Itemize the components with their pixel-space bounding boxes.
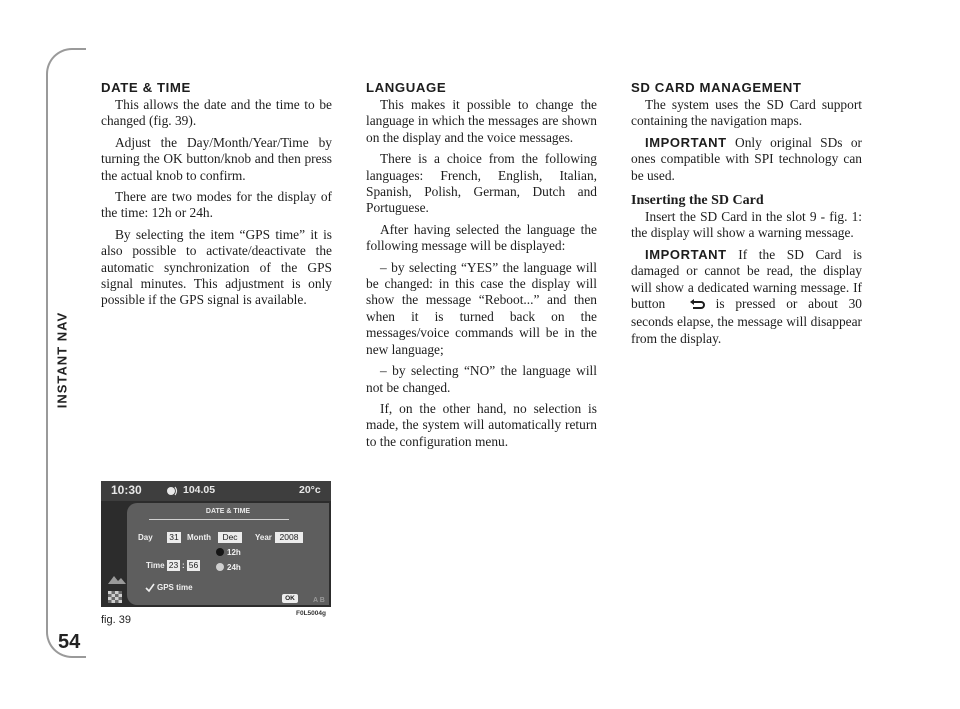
date-time-column xyxy=(101,80,332,314)
section-label: INSTANT NAV xyxy=(54,311,70,409)
paragraph: There is a choice from the following languages: French, English, Italian, Spanish, Polish, German, Dutch and Portuguese. xyxy=(366,151,597,216)
sd-card-heading: SD CARD MANAGEMENT xyxy=(631,80,802,95)
minute-value[interactable]: 56 xyxy=(188,560,199,570)
outside-temperature: 20°c xyxy=(299,484,321,496)
paragraph: Adjust the Day/Month/Year/Time by turning the OK button/knob and then press the actual knob to confirm. xyxy=(101,134,332,183)
year-label: Year xyxy=(255,533,272,542)
mode-24h-label: 24h xyxy=(227,563,241,572)
hour-value[interactable]: 23 xyxy=(168,560,179,570)
language-column xyxy=(366,80,597,455)
paragraph: There are two modes for the display of the time: 12h or 24h. xyxy=(101,189,332,221)
figure-caption: fig. 39 xyxy=(101,614,131,626)
panel-divider xyxy=(149,519,289,520)
language-heading: LANGUAGE xyxy=(366,80,447,95)
page-number: 54 xyxy=(58,631,81,653)
radio-frequency: 104.05 xyxy=(183,484,216,496)
paragraph: – by selecting “YES” the language will be changed: in this case the display will show the message “Reboot...” and then when it is turned back on the messages/voice commands will be in the new language; xyxy=(366,259,597,357)
paragraph: The system uses the SD Card support containing the navigation maps. xyxy=(631,97,862,129)
day-value[interactable]: 31 xyxy=(167,532,181,543)
paragraph: If, on the other hand, no selection is made, the system will automatically return to the configuration menu. xyxy=(366,400,597,449)
paragraph: Insert the SD Card in the slot 9 - fig. 1: the display will show a warning message. xyxy=(631,209,862,241)
figure-code: F0L5004g xyxy=(296,610,326,617)
map-mountain-icon xyxy=(107,573,127,585)
back-button-icon xyxy=(676,298,705,314)
paragraph: This makes it possible to change the language in which the messages are shown on the display and the voice messages. xyxy=(366,97,597,145)
section-tab xyxy=(52,300,72,420)
time-label: Time xyxy=(146,561,165,570)
sd-card-column xyxy=(631,80,862,352)
date-time-heading: DATE & TIME xyxy=(101,80,191,95)
paragraph: – by selecting “NO” the language will not be changed. xyxy=(366,363,597,395)
paragraph: After having selected the language the following message will be displayed: xyxy=(366,221,597,254)
radio-icon xyxy=(165,484,179,497)
important-text: If the SD Card is damaged or cannot be read, the display will show a dedicated warning message. If button xyxy=(631,246,862,312)
important-label: IMPORTANT xyxy=(645,134,727,150)
radio-12h[interactable] xyxy=(216,548,224,556)
paragraph: By selecting the item “GPS time” it is also possible to activate/deactivate the automatic synchronization of the GPS signal minutes. This adjustment is only possible if the GPS signal is available. xyxy=(101,226,332,308)
checkered-flag-icon xyxy=(108,591,122,603)
important-note xyxy=(631,247,862,347)
paragraph: This allows the date and the time to be changed (fig. 39). xyxy=(101,97,332,129)
important-label: IMPORTANT xyxy=(645,246,727,262)
important-text: Only original SDs or ones compatible with SPI technology can be used. xyxy=(631,134,862,183)
important-note xyxy=(631,135,862,184)
day-label: Day xyxy=(138,533,153,542)
display-status-bar xyxy=(101,481,331,501)
month-label: Month xyxy=(187,533,211,542)
important-text: is pressed or about 30 seconds elapse, the message will disappear from the display. xyxy=(631,296,862,346)
inserting-sd-heading: Inserting the SD Card xyxy=(631,193,764,209)
mode-12h-label: 12h xyxy=(227,548,241,557)
time-separator: : xyxy=(182,561,185,570)
date-time-panel xyxy=(127,503,329,605)
year-value[interactable]: 2008 xyxy=(275,532,303,543)
ok-button[interactable]: OK xyxy=(282,594,298,603)
radio-24h[interactable] xyxy=(216,563,224,571)
gps-time-label: GPS time xyxy=(157,583,193,592)
checkmark-icon[interactable] xyxy=(145,583,155,593)
month-value[interactable]: Dec xyxy=(218,532,242,543)
display-clock: 10:30 xyxy=(111,483,142,497)
ab-label: A B xyxy=(313,597,325,604)
panel-title: DATE & TIME xyxy=(205,508,251,515)
figure-display-screenshot xyxy=(101,481,331,607)
